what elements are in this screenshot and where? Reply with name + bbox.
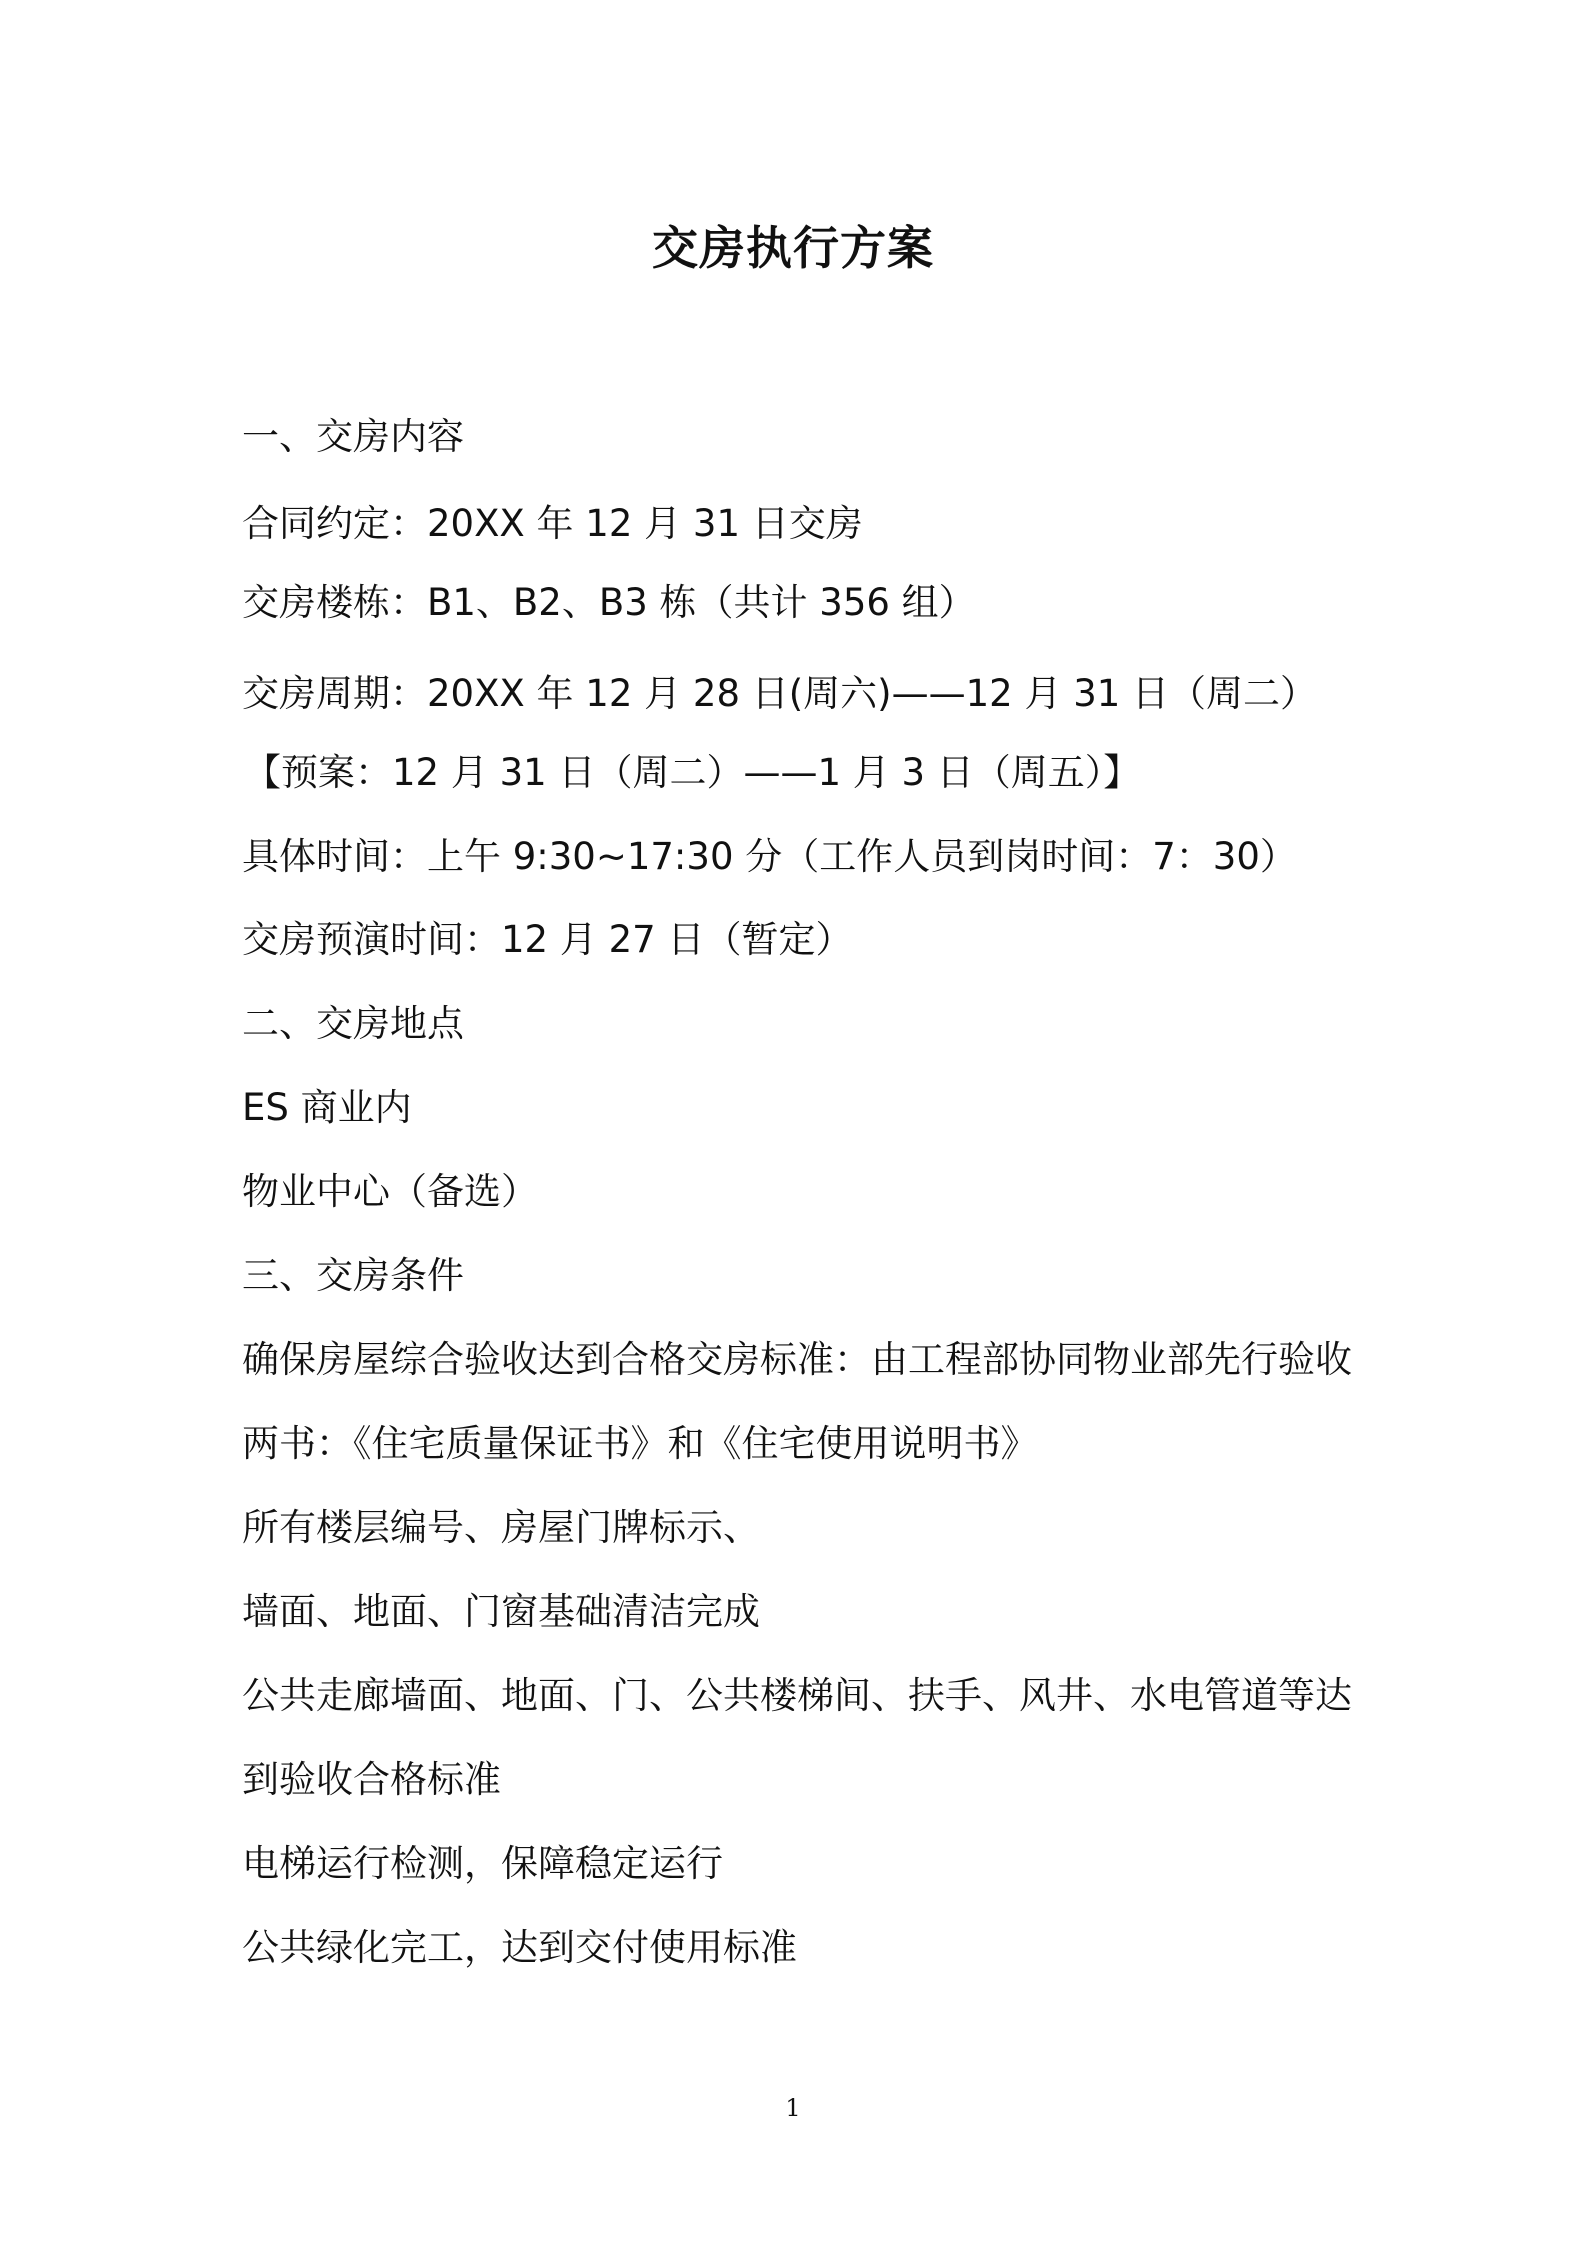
section-heading-3: 三、交房条件 <box>242 1254 464 1297</box>
text-line-greening: 公共绿化完工，达到交付使用标准 <box>242 1926 797 1969</box>
text-line-period: 交房周期：20XX 年 12 月 28 日(周六)——12 月 31 日（周二） <box>242 672 1318 715</box>
text-line-contract: 合同约定：20XX 年 12 月 31 日交房 <box>242 502 863 545</box>
text-line-floor-numbering: 所有楼层编号、房屋门牌标示、 <box>242 1506 760 1549</box>
section-heading-1: 一、交房内容 <box>242 415 464 458</box>
text-line-contingency: 【预案：12 月 31 日（周二）——1 月 3 日（周五）】 <box>244 751 1141 794</box>
text-line-public-areas-cont: 到验收合格标准 <box>242 1758 501 1801</box>
text-line-cleaning: 墙面、地面、门窗基础清洁完成 <box>242 1590 760 1633</box>
text-line-elevator: 电梯运行检测，保障稳定运行 <box>242 1842 723 1885</box>
page-number: 1 <box>785 2094 801 2122</box>
section-heading-2: 二、交房地点 <box>242 1002 464 1045</box>
text-line-acceptance: 确保房屋综合验收达到合格交房标准：由工程部协同物业部先行验收 <box>242 1338 1352 1381</box>
page-title: 交房执行方案 <box>652 221 934 275</box>
text-line-rehearsal: 交房预演时间：12 月 27 日（暂定） <box>242 918 853 961</box>
text-line-public-areas: 公共走廊墙面、地面、门、公共楼梯间、扶手、风井、水电管道等达 <box>242 1674 1352 1717</box>
text-line-location-1: ES 商业内 <box>242 1086 412 1129</box>
text-line-location-2: 物业中心（备选） <box>242 1170 538 1213</box>
text-line-two-books: 两书：《住宅质量保证书》和《住宅使用说明书》 <box>242 1422 1038 1465</box>
text-line-buildings: 交房楼栋：B1、B2、B3 栋（共计 356 组） <box>242 581 976 624</box>
text-line-time: 具体时间：上午 9:30~17:30 分（工作人员到岗时间：7：30） <box>242 835 1297 878</box>
